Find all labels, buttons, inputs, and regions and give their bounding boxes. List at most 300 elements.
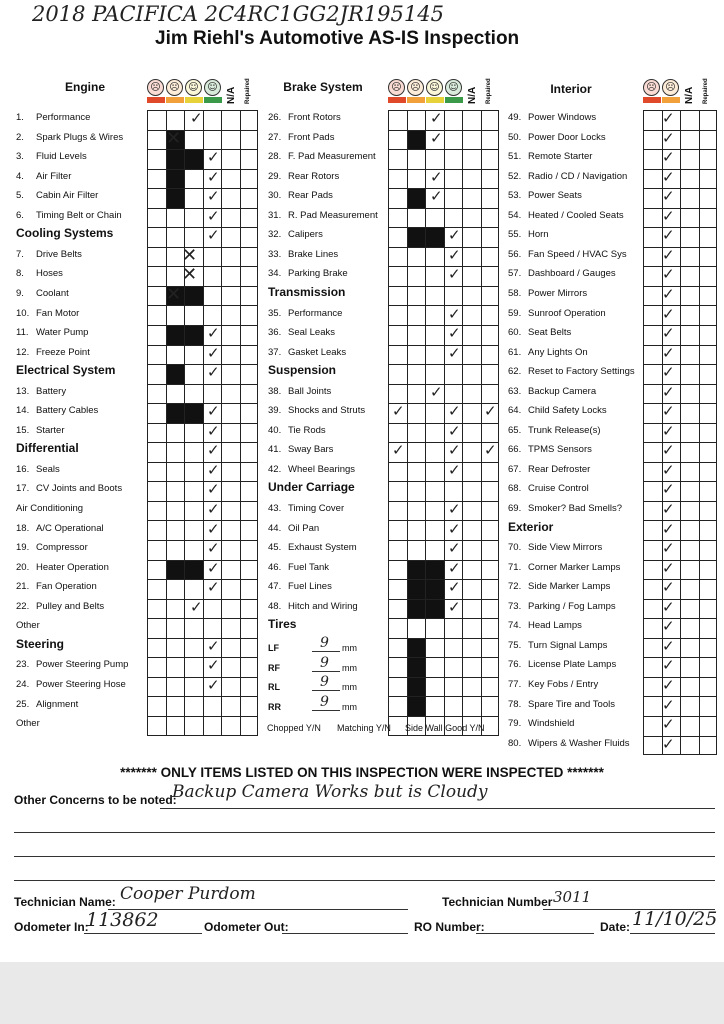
grid-cell[interactable]	[444, 677, 463, 697]
grid-cell[interactable]	[166, 345, 185, 365]
grid-cell[interactable]	[407, 618, 426, 638]
grid-cell[interactable]	[680, 481, 699, 501]
grid-cell[interactable]	[699, 169, 718, 189]
grid-cell[interactable]	[203, 716, 222, 736]
grid-cell[interactable]	[221, 442, 240, 462]
grid-cell[interactable]	[425, 560, 444, 580]
grid-cell[interactable]	[680, 462, 699, 482]
grid-cell[interactable]	[699, 501, 718, 521]
grid-cell[interactable]	[166, 462, 185, 482]
grid-cell[interactable]	[166, 325, 185, 345]
grid-cell[interactable]	[166, 403, 185, 423]
grid-cell[interactable]	[643, 130, 662, 150]
grid-cell[interactable]	[407, 110, 426, 130]
grid-cell[interactable]	[643, 599, 662, 619]
grid-cell[interactable]	[407, 501, 426, 521]
grid-cell[interactable]	[407, 130, 426, 150]
grid-cell[interactable]	[166, 384, 185, 404]
grid-cell[interactable]	[240, 130, 259, 150]
grid-cell[interactable]	[221, 169, 240, 189]
grid-cell[interactable]	[643, 618, 662, 638]
grid-cell[interactable]	[388, 462, 407, 482]
grid-cell[interactable]	[184, 657, 203, 677]
grid-cell[interactable]	[462, 677, 481, 697]
grid-cell[interactable]	[425, 462, 444, 482]
grid-cell[interactable]	[166, 540, 185, 560]
grid-cell[interactable]	[407, 540, 426, 560]
grid-cell[interactable]	[240, 247, 259, 267]
grid-cell[interactable]	[699, 618, 718, 638]
grid-cell[interactable]	[444, 208, 463, 228]
grid-cell[interactable]	[203, 130, 222, 150]
grid-cell[interactable]	[203, 384, 222, 404]
grid-cell[interactable]	[221, 305, 240, 325]
grid-cell[interactable]	[425, 149, 444, 169]
grid-cell[interactable]	[147, 657, 166, 677]
grid-cell[interactable]	[147, 188, 166, 208]
grid-cell[interactable]	[240, 657, 259, 677]
grid-cell[interactable]	[388, 696, 407, 716]
grid-cell[interactable]	[221, 657, 240, 677]
grid-cell[interactable]	[481, 638, 500, 658]
grid-cell[interactable]	[221, 247, 240, 267]
grid-cell[interactable]	[221, 579, 240, 599]
grid-cell[interactable]	[425, 657, 444, 677]
grid-cell[interactable]	[147, 423, 166, 443]
grid-cell[interactable]	[425, 286, 444, 306]
grid-cell[interactable]	[407, 266, 426, 286]
grid-cell[interactable]	[184, 638, 203, 658]
grid-cell[interactable]	[425, 540, 444, 560]
grid-cell[interactable]	[462, 501, 481, 521]
grid-cell[interactable]	[481, 266, 500, 286]
grid-cell[interactable]	[462, 618, 481, 638]
grid-cell[interactable]	[203, 247, 222, 267]
grid-cell[interactable]	[147, 169, 166, 189]
grid-cell[interactable]	[699, 130, 718, 150]
grid-cell[interactable]	[388, 286, 407, 306]
grid-cell[interactable]	[407, 305, 426, 325]
grid-cell[interactable]	[407, 208, 426, 228]
grid-cell[interactable]	[166, 481, 185, 501]
grid-cell[interactable]	[481, 169, 500, 189]
grid-cell[interactable]	[147, 345, 166, 365]
grid-cell[interactable]	[388, 188, 407, 208]
grid-cell[interactable]	[240, 618, 259, 638]
grid-cell[interactable]	[680, 188, 699, 208]
grid-cell[interactable]	[680, 560, 699, 580]
grid-cell[interactable]	[166, 442, 185, 462]
grid-cell[interactable]	[699, 149, 718, 169]
grid-cell[interactable]	[699, 599, 718, 619]
grid-cell[interactable]	[240, 540, 259, 560]
grid-cell[interactable]	[680, 364, 699, 384]
grid-cell[interactable]	[240, 599, 259, 619]
grid-cell[interactable]	[699, 677, 718, 697]
grid-cell[interactable]	[643, 266, 662, 286]
grid-cell[interactable]	[699, 462, 718, 482]
grid-cell[interactable]	[407, 286, 426, 306]
grid-cell[interactable]	[240, 481, 259, 501]
grid-cell[interactable]	[184, 579, 203, 599]
grid-cell[interactable]	[680, 384, 699, 404]
grid-cell[interactable]	[388, 501, 407, 521]
grid-cell[interactable]	[240, 149, 259, 169]
grid-cell[interactable]	[166, 579, 185, 599]
grid-cell[interactable]	[407, 481, 426, 501]
grid-cell[interactable]	[462, 130, 481, 150]
grid-cell[interactable]	[221, 677, 240, 697]
grid-cell[interactable]	[203, 599, 222, 619]
grid-cell[interactable]	[481, 696, 500, 716]
grid-cell[interactable]	[481, 325, 500, 345]
grid-cell[interactable]	[425, 677, 444, 697]
grid-cell[interactable]	[481, 227, 500, 247]
grid-cell[interactable]	[184, 423, 203, 443]
grid-cell[interactable]	[221, 188, 240, 208]
grid-cell[interactable]	[407, 599, 426, 619]
grid-cell[interactable]	[407, 364, 426, 384]
grid-cell[interactable]	[240, 188, 259, 208]
grid-cell[interactable]	[481, 110, 500, 130]
grid-cell[interactable]	[388, 560, 407, 580]
grid-cell[interactable]	[184, 227, 203, 247]
grid-cell[interactable]	[481, 501, 500, 521]
grid-cell[interactable]	[481, 130, 500, 150]
grid-cell[interactable]	[680, 716, 699, 736]
grid-cell[interactable]	[388, 345, 407, 365]
tire-depth-value[interactable]: 9	[320, 635, 329, 651]
grid-cell[interactable]	[221, 716, 240, 736]
grid-cell[interactable]	[425, 442, 444, 462]
grid-cell[interactable]	[699, 520, 718, 540]
grid-cell[interactable]	[462, 364, 481, 384]
grid-cell[interactable]	[481, 520, 500, 540]
grid-cell[interactable]	[425, 481, 444, 501]
grid-cell[interactable]	[407, 403, 426, 423]
grid-cell[interactable]	[407, 345, 426, 365]
grid-cell[interactable]	[240, 520, 259, 540]
grid-cell[interactable]	[221, 364, 240, 384]
grid-cell[interactable]	[462, 305, 481, 325]
grid-cell[interactable]	[680, 540, 699, 560]
grid-cell[interactable]	[481, 286, 500, 306]
grid-cell[interactable]	[444, 149, 463, 169]
grid-cell[interactable]	[462, 540, 481, 560]
grid-cell[interactable]	[184, 208, 203, 228]
grid-cell[interactable]	[425, 423, 444, 443]
grid-cell[interactable]	[147, 599, 166, 619]
grid-cell[interactable]	[444, 696, 463, 716]
grid-cell[interactable]	[388, 638, 407, 658]
grid-cell[interactable]	[184, 716, 203, 736]
grid-cell[interactable]	[699, 579, 718, 599]
grid-cell[interactable]	[643, 149, 662, 169]
grid-cell[interactable]	[407, 169, 426, 189]
grid-cell[interactable]	[147, 501, 166, 521]
grid-cell[interactable]	[240, 716, 259, 736]
grid-cell[interactable]	[147, 384, 166, 404]
grid-cell[interactable]	[388, 247, 407, 267]
grid-cell[interactable]	[147, 110, 166, 130]
grid-cell[interactable]	[462, 110, 481, 130]
grid-cell[interactable]	[699, 540, 718, 560]
grid-cell[interactable]	[425, 345, 444, 365]
grid-cell[interactable]	[444, 169, 463, 189]
grid-cell[interactable]	[388, 325, 407, 345]
grid-cell[interactable]	[203, 110, 222, 130]
grid-cell[interactable]	[407, 325, 426, 345]
grid-cell[interactable]	[699, 188, 718, 208]
grid-cell[interactable]	[643, 716, 662, 736]
grid-cell[interactable]	[643, 638, 662, 658]
grid-cell[interactable]	[147, 481, 166, 501]
grid-cell[interactable]	[699, 227, 718, 247]
grid-cell[interactable]	[680, 599, 699, 619]
grid-cell[interactable]	[147, 130, 166, 150]
grid-cell[interactable]	[184, 540, 203, 560]
grid-cell[interactable]	[643, 208, 662, 228]
grid-cell[interactable]	[462, 169, 481, 189]
grid-cell[interactable]	[407, 227, 426, 247]
grid-cell[interactable]	[147, 403, 166, 423]
grid-cell[interactable]	[166, 618, 185, 638]
grid-cell[interactable]	[444, 188, 463, 208]
grid-cell[interactable]	[166, 305, 185, 325]
grid-cell[interactable]	[643, 579, 662, 599]
grid-cell[interactable]	[425, 364, 444, 384]
grid-cell[interactable]	[444, 657, 463, 677]
grid-cell[interactable]	[699, 736, 718, 756]
grid-cell[interactable]	[166, 188, 185, 208]
grid-cell[interactable]	[444, 481, 463, 501]
grid-cell[interactable]	[407, 149, 426, 169]
concerns-value[interactable]: Backup Camera Works but is Cloudy	[172, 782, 488, 802]
grid-cell[interactable]	[643, 188, 662, 208]
grid-cell[interactable]	[240, 286, 259, 306]
grid-cell[interactable]	[240, 266, 259, 286]
grid-cell[interactable]	[147, 305, 166, 325]
grid-cell[interactable]	[462, 208, 481, 228]
grid-cell[interactable]	[699, 657, 718, 677]
grid-cell[interactable]	[462, 286, 481, 306]
grid-cell[interactable]	[680, 403, 699, 423]
grid-cell[interactable]	[462, 657, 481, 677]
grid-cell[interactable]	[481, 618, 500, 638]
grid-cell[interactable]	[147, 462, 166, 482]
grid-cell[interactable]	[388, 305, 407, 325]
grid-cell[interactable]	[462, 442, 481, 462]
grid-cell[interactable]	[425, 696, 444, 716]
grid-cell[interactable]	[147, 696, 166, 716]
grid-cell[interactable]	[147, 325, 166, 345]
grid-cell[interactable]	[388, 149, 407, 169]
grid-cell[interactable]	[388, 520, 407, 540]
grid-cell[interactable]	[221, 110, 240, 130]
grid-cell[interactable]	[184, 325, 203, 345]
grid-cell[interactable]	[643, 305, 662, 325]
grid-cell[interactable]	[481, 462, 500, 482]
grid-cell[interactable]	[643, 736, 662, 756]
grid-cell[interactable]	[184, 364, 203, 384]
grid-cell[interactable]	[147, 579, 166, 599]
grid-cell[interactable]	[481, 149, 500, 169]
grid-cell[interactable]	[184, 520, 203, 540]
grid-cell[interactable]	[166, 716, 185, 736]
grid-cell[interactable]	[481, 677, 500, 697]
grid-cell[interactable]	[462, 384, 481, 404]
grid-cell[interactable]	[221, 384, 240, 404]
grid-cell[interactable]	[147, 442, 166, 462]
grid-cell[interactable]	[407, 384, 426, 404]
grid-cell[interactable]	[680, 736, 699, 756]
grid-cell[interactable]	[240, 403, 259, 423]
grid-cell[interactable]	[388, 130, 407, 150]
grid-cell[interactable]	[166, 520, 185, 540]
grid-cell[interactable]	[221, 481, 240, 501]
grid-cell[interactable]	[147, 247, 166, 267]
grid-cell[interactable]	[221, 638, 240, 658]
grid-cell[interactable]	[240, 227, 259, 247]
grid-cell[interactable]	[680, 423, 699, 443]
grid-cell[interactable]	[240, 442, 259, 462]
grid-cell[interactable]	[240, 696, 259, 716]
grid-cell[interactable]	[203, 266, 222, 286]
grid-cell[interactable]	[221, 462, 240, 482]
grid-cell[interactable]	[425, 501, 444, 521]
grid-cell[interactable]	[462, 599, 481, 619]
grid-cell[interactable]	[221, 501, 240, 521]
grid-cell[interactable]	[643, 384, 662, 404]
grid-cell[interactable]	[240, 384, 259, 404]
grid-cell[interactable]	[699, 364, 718, 384]
grid-cell[interactable]	[407, 442, 426, 462]
grid-cell[interactable]	[184, 305, 203, 325]
grid-cell[interactable]	[221, 325, 240, 345]
grid-cell[interactable]	[147, 364, 166, 384]
grid-cell[interactable]	[221, 696, 240, 716]
grid-cell[interactable]	[166, 208, 185, 228]
grid-cell[interactable]	[184, 560, 203, 580]
grid-cell[interactable]	[481, 384, 500, 404]
grid-cell[interactable]	[425, 520, 444, 540]
grid-cell[interactable]	[462, 188, 481, 208]
grid-cell[interactable]	[481, 247, 500, 267]
grid-cell[interactable]	[388, 384, 407, 404]
grid-cell[interactable]	[388, 657, 407, 677]
grid-cell[interactable]	[407, 638, 426, 658]
grid-cell[interactable]	[240, 110, 259, 130]
grid-cell[interactable]	[444, 110, 463, 130]
grid-cell[interactable]	[444, 130, 463, 150]
grid-cell[interactable]	[407, 696, 426, 716]
grid-cell[interactable]	[184, 481, 203, 501]
grid-cell[interactable]	[481, 208, 500, 228]
grid-cell[interactable]	[221, 266, 240, 286]
grid-cell[interactable]	[643, 677, 662, 697]
grid-cell[interactable]	[425, 208, 444, 228]
grid-cell[interactable]	[481, 188, 500, 208]
grid-cell[interactable]	[462, 462, 481, 482]
grid-cell[interactable]	[699, 325, 718, 345]
grid-cell[interactable]	[203, 618, 222, 638]
grid-cell[interactable]	[240, 560, 259, 580]
grid-cell[interactable]	[147, 560, 166, 580]
grid-cell[interactable]	[680, 305, 699, 325]
grid-cell[interactable]	[643, 560, 662, 580]
grid-cell[interactable]	[240, 501, 259, 521]
grid-cell[interactable]	[462, 247, 481, 267]
date-value[interactable]: 11/10/25	[632, 908, 718, 930]
grid-cell[interactable]	[462, 325, 481, 345]
grid-cell[interactable]	[388, 599, 407, 619]
grid-cell[interactable]	[462, 696, 481, 716]
grid-cell[interactable]	[221, 130, 240, 150]
grid-cell[interactable]	[221, 403, 240, 423]
grid-cell[interactable]	[699, 247, 718, 267]
grid-cell[interactable]	[462, 520, 481, 540]
grid-cell[interactable]	[240, 169, 259, 189]
grid-cell[interactable]	[444, 638, 463, 658]
grid-cell[interactable]	[166, 364, 185, 384]
grid-cell[interactable]	[147, 716, 166, 736]
grid-cell[interactable]	[643, 462, 662, 482]
grid-cell[interactable]	[184, 442, 203, 462]
grid-cell[interactable]	[221, 345, 240, 365]
grid-cell[interactable]	[481, 540, 500, 560]
grid-cell[interactable]	[425, 579, 444, 599]
grid-cell[interactable]	[166, 110, 185, 130]
grid-cell[interactable]	[240, 677, 259, 697]
grid-cell[interactable]	[221, 286, 240, 306]
grid-cell[interactable]	[388, 677, 407, 697]
grid-cell[interactable]	[425, 227, 444, 247]
grid-cell[interactable]	[462, 560, 481, 580]
grid-cell[interactable]	[462, 345, 481, 365]
grid-cell[interactable]	[643, 364, 662, 384]
grid-cell[interactable]	[425, 247, 444, 267]
grid-cell[interactable]	[699, 403, 718, 423]
grid-cell[interactable]	[481, 305, 500, 325]
grid-cell[interactable]	[699, 286, 718, 306]
grid-cell[interactable]	[444, 364, 463, 384]
grid-cell[interactable]	[388, 618, 407, 638]
grid-cell[interactable]	[643, 696, 662, 716]
grid-cell[interactable]	[221, 599, 240, 619]
grid-cell[interactable]	[184, 696, 203, 716]
grid-cell[interactable]	[680, 501, 699, 521]
grid-cell[interactable]	[680, 345, 699, 365]
grid-cell[interactable]	[221, 560, 240, 580]
grid-cell[interactable]	[462, 266, 481, 286]
grid-cell[interactable]	[203, 286, 222, 306]
grid-cell[interactable]	[680, 442, 699, 462]
grid-cell[interactable]	[680, 227, 699, 247]
grid-cell[interactable]	[643, 227, 662, 247]
grid-cell[interactable]	[240, 364, 259, 384]
grid-cell[interactable]	[680, 266, 699, 286]
tire-depth-value[interactable]: 9	[320, 674, 329, 690]
grid-cell[interactable]	[240, 208, 259, 228]
grid-cell[interactable]	[184, 384, 203, 404]
grid-cell[interactable]	[184, 677, 203, 697]
grid-cell[interactable]	[425, 266, 444, 286]
grid-cell[interactable]	[407, 677, 426, 697]
grid-cell[interactable]	[407, 247, 426, 267]
grid-cell[interactable]	[407, 579, 426, 599]
grid-cell[interactable]	[462, 481, 481, 501]
tire-depth-value[interactable]: 9	[320, 693, 329, 710]
